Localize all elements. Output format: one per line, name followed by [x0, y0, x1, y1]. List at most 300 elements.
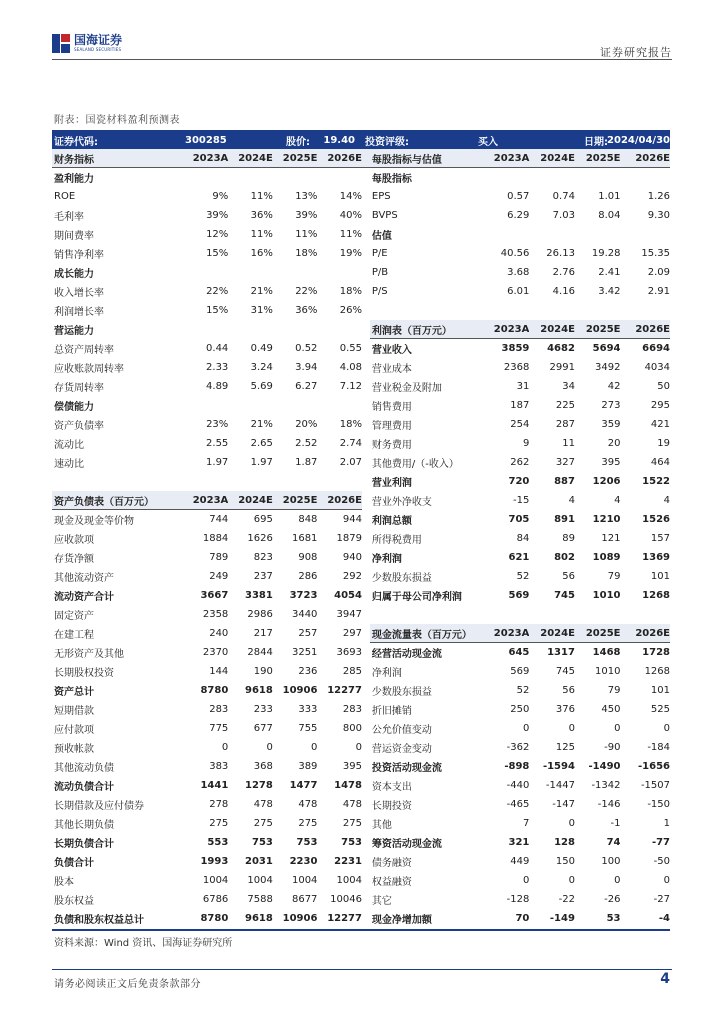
right-row-value: 327: [555, 457, 575, 468]
left-row-label: 成长能力: [54, 269, 94, 280]
left-row-value: 6.27: [295, 381, 318, 392]
left-row-value: 21%: [250, 419, 273, 430]
right-row-value: [529, 168, 575, 187]
right-row-label: 投资活动现金流: [371, 763, 442, 774]
left-row-value: 0: [221, 742, 229, 753]
left-row-value: 7588: [247, 894, 273, 905]
table-row: [52, 605, 670, 624]
right-row-value: -4: [658, 913, 671, 924]
right-row-value: [621, 225, 671, 244]
left-row-value: 677: [253, 723, 273, 734]
table-bottom-rule: [52, 929, 670, 931]
table-row: [52, 890, 670, 909]
right-row-value: [484, 168, 530, 187]
right-row-value: 225: [555, 400, 575, 411]
right-row-value: 3492: [595, 362, 621, 373]
right-header-col: 2025E: [585, 152, 621, 164]
left-row-label: 其他流动资产: [54, 573, 114, 584]
right-row-value: 4: [568, 495, 575, 506]
left-row-label: 总资产周转率: [54, 345, 114, 356]
right-row-value: 0.57: [507, 191, 530, 202]
left-row-value: 2026E: [317, 491, 362, 510]
right-row-value: 2025E: [575, 624, 621, 643]
left-row-value: 11%: [250, 191, 273, 202]
left-row-value: 257: [298, 628, 318, 639]
right-row-value: [529, 301, 575, 320]
left-row-value: 144: [209, 666, 229, 677]
left-row-value: [184, 320, 229, 339]
right-row-value: 150: [555, 856, 575, 867]
left-row-value: 1441: [200, 780, 229, 791]
table-row: [52, 795, 670, 814]
right-row-label: 债务融资: [371, 858, 412, 869]
right-row-label: 其他费用/（-收入）: [371, 459, 459, 470]
left-row-value: 1478: [334, 780, 362, 791]
left-row-value: 8677: [291, 894, 318, 905]
right-row-value: 645: [508, 647, 530, 658]
left-row-value: [228, 263, 273, 282]
left-row-value: 0: [311, 742, 318, 753]
rating-value: 买入: [478, 137, 498, 148]
right-row-value: -184: [647, 742, 671, 753]
table-row: [52, 263, 670, 282]
left-row-value: 0.44: [206, 343, 229, 354]
left-row-value: 1004: [247, 875, 273, 886]
left-row-value: 233: [253, 704, 273, 715]
right-row-value: 2991: [549, 362, 575, 373]
code-label: 证券代码:: [54, 137, 98, 148]
right-row-label: 现金流量表（百万元）: [370, 624, 484, 643]
right-row-value: 52: [516, 685, 530, 696]
left-row-value: 9618: [245, 685, 273, 696]
left-row-value: 39%: [206, 210, 229, 221]
left-row-value: 2844: [247, 647, 273, 658]
left-row-label: 无形资产及其他: [54, 649, 124, 660]
left-row-value: 26%: [339, 305, 362, 316]
left-row-value: 7.12: [339, 381, 362, 392]
left-row-value: 1626: [247, 533, 273, 544]
left-row-value: [317, 320, 362, 339]
right-row-value: 3.42: [598, 286, 621, 297]
right-row-label: 估值: [371, 231, 392, 242]
right-row-value: 1268: [642, 590, 671, 601]
page-number: 4: [660, 971, 670, 987]
left-row-value: 19%: [339, 248, 362, 259]
left-row-value: 40%: [339, 210, 362, 221]
right-row-label: 净利润: [371, 554, 402, 565]
right-row-value: 2.41: [598, 267, 621, 278]
right-row-value: 34: [562, 381, 575, 392]
left-row-value: 789: [209, 552, 229, 563]
left-row-value: 3693: [336, 647, 362, 658]
left-row-value: 1477: [289, 780, 318, 791]
right-row-label: BVPS: [371, 210, 398, 221]
left-row-value: 283: [342, 704, 362, 715]
right-row-value: 1317: [547, 647, 575, 658]
right-row-label: 归属于母公司净利润: [371, 592, 462, 603]
right-row-value: -362: [506, 742, 530, 753]
left-row-label: [52, 472, 184, 491]
left-row-value: 2358: [202, 609, 229, 620]
left-row-value: [228, 396, 273, 415]
right-row-value: -50: [653, 856, 671, 867]
left-row-value: 8780: [200, 913, 229, 924]
report-type-title: 证券研究报告: [600, 46, 672, 59]
left-row-label: 流动比: [54, 440, 84, 451]
right-row-label: 长期投资: [371, 801, 412, 812]
left-row-value: 800: [342, 723, 362, 734]
right-row-label: P/E: [371, 248, 388, 259]
right-row-value: 101: [650, 685, 671, 696]
right-row-value: 0: [568, 723, 575, 734]
table-row: [52, 453, 670, 472]
right-row-value: -1342: [591, 780, 621, 791]
column-header-row: [52, 149, 670, 168]
left-row-value: 908: [298, 552, 318, 563]
right-row-value: 2023A: [484, 320, 530, 339]
left-row-label: 营运能力: [54, 326, 94, 337]
right-row-label: 所得税费用: [371, 535, 422, 546]
left-row-value: 1.97: [206, 457, 229, 468]
left-row-value: 2231: [334, 856, 362, 867]
right-row-value: -465: [506, 799, 530, 810]
right-row-value: 0: [663, 723, 671, 734]
left-row-value: 3.94: [295, 362, 318, 373]
left-header-col: 2026E: [327, 152, 362, 164]
left-row-label: 销售净利率: [54, 250, 104, 261]
table-row: [52, 700, 670, 719]
right-row-value: -22: [558, 894, 575, 905]
right-row-value: 187: [510, 400, 530, 411]
left-row-value: 12277: [327, 685, 362, 696]
right-row-label: P/B: [371, 267, 389, 278]
right-row-label: 公允价值变动: [371, 725, 432, 736]
left-row-value: 1004: [336, 875, 362, 886]
right-row-value: -898: [504, 761, 530, 772]
right-row-value: 4: [663, 495, 671, 506]
table-row: [52, 567, 670, 586]
table-row: [52, 814, 670, 833]
right-row-label: 营业利润: [371, 478, 412, 489]
rating-label: 投资评级:: [365, 137, 409, 148]
right-row-value: -27: [653, 894, 671, 905]
left-row-value: 1884: [202, 533, 229, 544]
left-row-value: [273, 320, 318, 339]
right-row-value: 273: [601, 400, 621, 411]
left-row-value: 20%: [295, 419, 318, 430]
right-row-value: [621, 301, 671, 320]
left-row-label: 长期负债合计: [54, 839, 114, 850]
right-row-label: 其它: [371, 896, 392, 907]
left-row-value: 0.55: [339, 343, 362, 354]
left-row-value: 940: [342, 552, 362, 563]
table-row: [52, 833, 670, 852]
left-row-label: ROE: [54, 191, 76, 202]
right-row-value: 121: [601, 533, 621, 544]
right-row-value: 450: [601, 704, 621, 715]
left-row-label: 现金及现金等价物: [54, 516, 134, 527]
right-row-value: 7.03: [552, 210, 575, 221]
right-row-value: [575, 301, 621, 320]
left-row-value: [228, 320, 273, 339]
left-row-value: 395: [342, 761, 362, 772]
left-header-col: 2023A: [192, 152, 229, 164]
forecast-table: [52, 130, 670, 928]
right-row-value: 0: [663, 875, 671, 886]
left-row-value: 36%: [295, 305, 318, 316]
left-row-value: 478: [253, 799, 273, 810]
right-row-value: 802: [554, 552, 575, 563]
right-row-value: 42: [607, 381, 621, 392]
left-row-value: 275: [209, 818, 229, 829]
right-row-value: 1526: [642, 514, 671, 525]
table-row: [52, 396, 670, 415]
left-row-value: 744: [209, 514, 229, 525]
left-row-value: 21%: [250, 286, 273, 297]
left-row-label: 长期股权投资: [54, 668, 114, 679]
right-row-value: 1210: [592, 514, 621, 525]
right-row-label: [370, 301, 484, 320]
left-row-value: 0.49: [250, 343, 273, 354]
right-row-value: -1594: [542, 761, 575, 772]
left-row-value: 2.07: [339, 457, 362, 468]
right-row-value: 2.91: [647, 286, 671, 297]
right-row-value: 2.09: [647, 267, 671, 278]
table-row: [52, 377, 670, 396]
code-value: 300285: [185, 135, 227, 146]
left-header-title: 财务指标: [54, 154, 94, 166]
table-row: [52, 738, 670, 757]
left-row-value: 286: [298, 571, 318, 582]
left-row-value: 15%: [206, 248, 229, 259]
left-row-value: 9%: [212, 191, 229, 202]
right-row-value: 3859: [501, 343, 530, 354]
left-row-label: 应收账款周转率: [54, 364, 124, 375]
left-row-value: [228, 472, 273, 491]
left-row-label: 长期借款及应付债券: [54, 801, 144, 812]
right-row-value: 1010: [592, 590, 621, 601]
right-row-label: 净利润: [371, 668, 402, 679]
left-row-value: 10906: [282, 685, 318, 696]
right-row-value: 56: [562, 685, 575, 696]
right-row-value: 2023A: [484, 624, 530, 643]
left-row-value: 1004: [291, 875, 318, 886]
left-row-label: 收入增长率: [54, 288, 104, 299]
table-row: [52, 586, 670, 605]
right-row-value: 1089: [592, 552, 621, 563]
table-row: [52, 909, 670, 928]
left-row-value: 2.52: [295, 438, 318, 449]
right-row-label: [370, 605, 484, 624]
right-row-value: 569: [508, 590, 530, 601]
right-row-value: [621, 168, 671, 187]
left-row-value: 36%: [250, 210, 273, 221]
left-row-value: [317, 472, 362, 491]
right-row-value: [575, 225, 621, 244]
left-row-value: 297: [342, 628, 362, 639]
table-row: [52, 491, 670, 510]
right-row-label: 权益融资: [371, 877, 412, 888]
right-row-value: -15: [513, 495, 530, 506]
right-row-value: 4.16: [552, 286, 575, 297]
right-row-value: 720: [508, 476, 530, 487]
right-row-value: 7: [523, 818, 530, 829]
left-row-value: [317, 263, 362, 282]
left-row-value: 2.55: [206, 438, 229, 449]
left-row-value: 11%: [339, 229, 362, 240]
left-row-value: [184, 168, 229, 187]
left-row-value: 1.87: [295, 457, 318, 468]
left-row-value: 18%: [295, 248, 318, 259]
right-row-value: 4: [614, 495, 621, 506]
left-row-value: 292: [342, 571, 362, 582]
left-row-value: 2230: [289, 856, 318, 867]
left-row-value: 275: [253, 818, 273, 829]
left-row-value: 1278: [245, 780, 273, 791]
logo-text: 国海证券: [74, 33, 123, 47]
right-row-label: 营业收入: [371, 345, 412, 356]
left-row-value: 695: [253, 514, 273, 525]
table-row: [52, 339, 670, 358]
table-body: [52, 168, 670, 928]
left-row-value: 1681: [291, 533, 318, 544]
left-row-value: 18%: [339, 286, 362, 297]
right-row-value: -90: [604, 742, 621, 753]
right-row-value: 9: [523, 438, 530, 449]
left-row-value: 285: [342, 666, 362, 677]
right-row-label: 折旧摊销: [371, 706, 412, 717]
left-row-label: 短期借款: [54, 706, 94, 717]
left-row-label: 存货周转率: [54, 383, 104, 394]
table-row: [52, 358, 670, 377]
left-row-value: 11%: [250, 229, 273, 240]
right-row-value: 376: [555, 704, 575, 715]
left-row-label: 资产总计: [54, 687, 94, 698]
table-row: [52, 681, 670, 700]
left-row-value: 2024E: [228, 491, 273, 510]
right-row-value: 1369: [642, 552, 671, 563]
table-row: [52, 871, 670, 890]
left-header-col: 2024E: [238, 152, 273, 164]
left-row-value: 12277: [327, 913, 362, 924]
right-row-value: -77: [651, 837, 671, 848]
left-row-value: 333: [298, 704, 318, 715]
left-row-value: [184, 396, 229, 415]
left-row-value: 3.24: [250, 362, 273, 373]
table-row: [52, 187, 670, 206]
left-row-value: 22%: [206, 286, 229, 297]
right-row-value: 31: [516, 381, 530, 392]
left-header-col: 2025E: [282, 152, 318, 164]
right-row-value: 128: [554, 837, 575, 848]
summary-bar: [52, 130, 670, 149]
table-row: [52, 757, 670, 776]
right-row-value: 262: [510, 457, 530, 468]
right-row-value: 0: [568, 818, 575, 829]
left-row-label: 负债合计: [54, 858, 94, 869]
right-row-value: 89: [562, 533, 575, 544]
header-divider: [52, 59, 672, 60]
right-row-value: 254: [510, 419, 530, 430]
left-row-value: 278: [209, 799, 229, 810]
left-row-value: 283: [209, 704, 229, 715]
right-row-value: 2026E: [621, 624, 671, 643]
left-row-value: 3251: [291, 647, 318, 658]
right-row-value: 0: [614, 723, 621, 734]
right-row-value: 1: [663, 818, 671, 829]
right-row-value: 6694: [642, 343, 671, 354]
left-row-value: 2370: [202, 647, 229, 658]
table-row: [52, 415, 670, 434]
table-row: [52, 776, 670, 795]
right-row-label: 资本支出: [371, 782, 412, 793]
left-row-value: 1993: [200, 856, 229, 867]
right-row-value: 1468: [592, 647, 621, 658]
right-row-value: 50: [657, 381, 671, 392]
left-row-value: 2.74: [339, 438, 362, 449]
left-row-value: 753: [341, 837, 362, 848]
left-row-value: 240: [209, 628, 229, 639]
right-row-value: 4034: [644, 362, 671, 373]
right-row-label: 筹资活动现金流: [371, 839, 442, 850]
right-row-value: 15.35: [641, 248, 671, 259]
right-row-label: 利润总额: [371, 516, 412, 527]
table-row: [52, 643, 670, 662]
left-row-value: 275: [342, 818, 362, 829]
left-row-value: 2986: [247, 609, 273, 620]
left-row-value: 775: [209, 723, 229, 734]
left-row-label: 偿债能力: [54, 402, 94, 413]
right-row-value: 745: [554, 590, 575, 601]
left-row-value: 6786: [202, 894, 229, 905]
right-row-value: 2.76: [552, 267, 575, 278]
left-row-value: 753: [296, 837, 318, 848]
right-row-label: 财务费用: [371, 440, 412, 451]
right-header-col: 2024E: [540, 152, 575, 164]
right-row-label: EPS: [371, 191, 391, 202]
right-row-label: 现金净增加额: [371, 915, 432, 926]
left-row-value: 3947: [336, 609, 362, 620]
right-row-value: -128: [506, 894, 530, 905]
left-row-label: 预收帐款: [54, 744, 94, 755]
left-row-value: 2.65: [250, 438, 273, 449]
left-row-value: 368: [253, 761, 273, 772]
table-row: [52, 434, 670, 453]
right-row-value: 0: [523, 723, 530, 734]
table-row: [52, 852, 670, 871]
right-row-value: 0: [523, 875, 530, 886]
left-row-value: 478: [298, 799, 318, 810]
right-row-value: 891: [554, 514, 575, 525]
right-row-value: 887: [554, 476, 575, 487]
right-row-value: -149: [549, 913, 575, 924]
left-row-label: 其他长期负债: [54, 820, 114, 831]
right-row-value: 56: [562, 571, 575, 582]
left-row-value: 9618: [245, 913, 273, 924]
disclaimer-note: 请务必阅读正文后免责条款部分: [54, 979, 201, 990]
right-row-value: 0: [614, 875, 621, 886]
left-row-value: 2023A: [184, 491, 229, 510]
right-row-value: 74: [606, 837, 621, 848]
table-row: [52, 206, 670, 225]
left-row-label: 存货净额: [54, 554, 94, 565]
company-logo: [52, 34, 132, 54]
left-row-value: 217: [253, 628, 273, 639]
right-row-label: 每股指标: [371, 174, 412, 185]
right-row-value: [529, 225, 575, 244]
right-row-value: 421: [650, 419, 671, 430]
left-row-value: 3440: [291, 609, 318, 620]
